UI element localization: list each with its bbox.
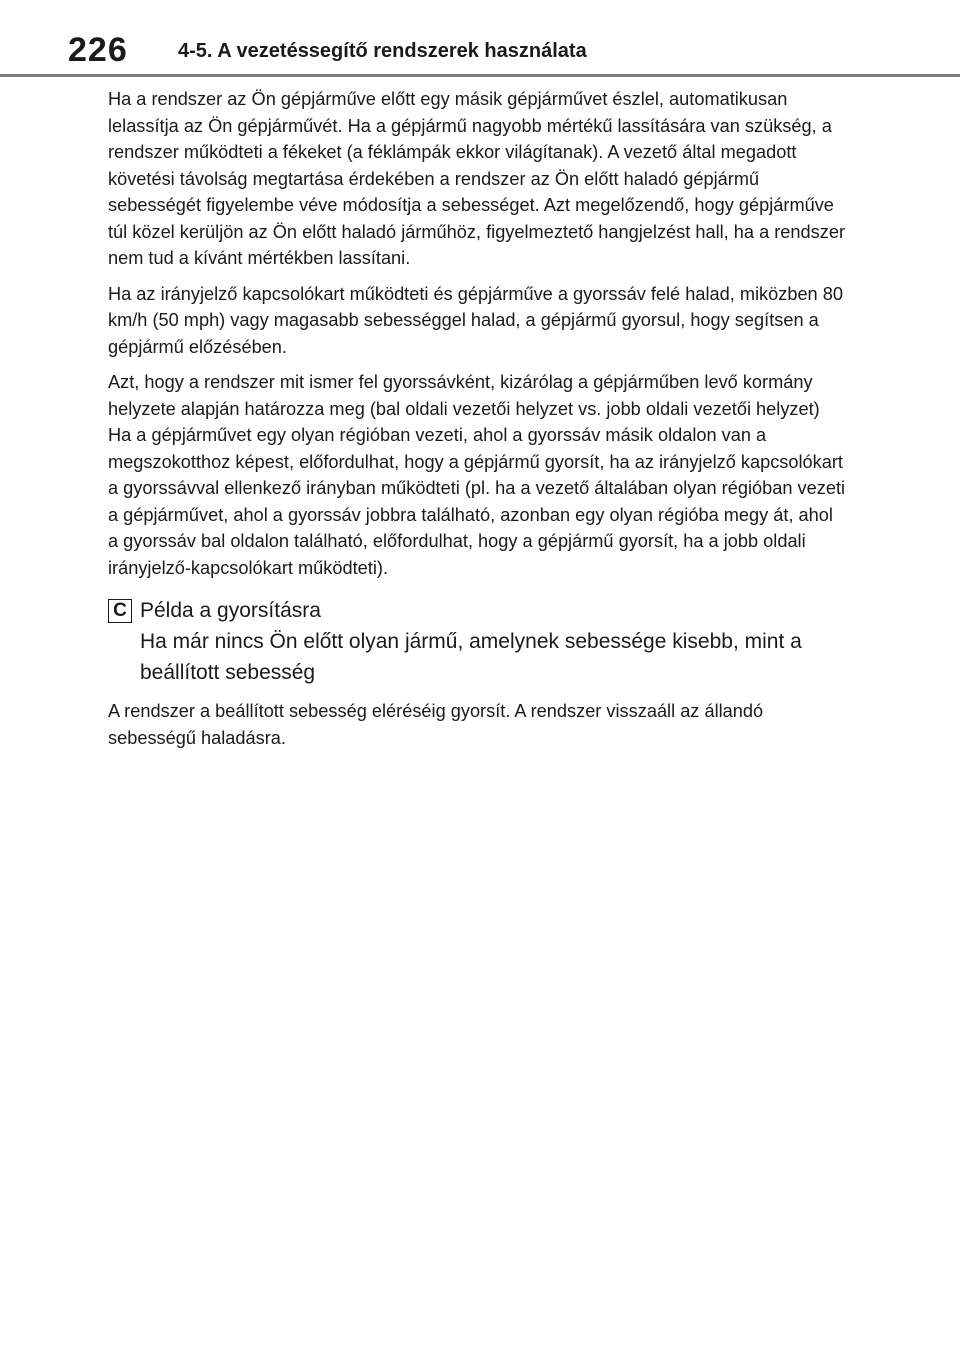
paragraph-3: Azt, hogy a rendszer mit ismer fel gyorssávként, kizárólag a gépjárműben levő kormány helyzete alapján határozza meg (bal oldali vezetői helyzet vs. jobb oldali vezetői helyzet) Ha a gépjárművet egy olyan régióban vezeti, ahol a gyorssáv másik oldalon van a megszokotthoz képest, előfordulhat, hogy a gépjármű gyorsít, ha az irányjelző kapcsolókart a gyorssávval ellenkező irányban működteti (pl. ha a vezető általában olyan régióban vezeti a gépjárművet, ahol a gyorssáv jobbra található, azonban egy olyan régióba megy át, ahol a gyorssáv bal oldalon található, előfordulhat, hogy a gépjármű gyorsít, ha a jobb oldali irányjelző-kapcsolókart működteti). xyxy=(108,372,846,578)
section-title: 4-5. A vezetéssegítő rendszerek használata xyxy=(178,40,587,62)
page-content xyxy=(108,86,848,751)
header-divider xyxy=(0,74,960,77)
example-body: A rendszer a beállított sebesség eléréséig gyorsít. A rendszer visszaáll az állandó sebességű haladásra. xyxy=(108,701,764,748)
paragraph-1: Ha a rendszer az Ön gépjárműve előtt egy másik gépjárművet észlel, automatikusan lelassítja az Ön gépjárművét. Ha a gépjármű nagyobb mértékű lassítására van szükség, a rendszer működteti a fékeket (a féklámpák ekkor világítanak). A vezető által megadott követési távolság megtartása érdekében a rendszer az Ön előtt haladó gépjármű sebességét figyelembe véve módosítja a sebességet. Azt megelőzendő, hogy gépjárműve túl közel kerüljön az Ön előtt haladó járműhöz, figyelmeztető hangjelzést hall, ha a rendszer nem tud a kívánt mértékben lassítani. xyxy=(108,89,846,268)
example-title: Példa a gyorsításra xyxy=(140,599,321,622)
example-section xyxy=(108,595,848,688)
page-number: 226 xyxy=(68,31,128,69)
page-header xyxy=(0,0,960,80)
paragraph-2: Ha az irányjelző kapcsolókart működteti és gépjárműve a gyorssáv felé halad, miközben 80 km/h (50 mph) vagy magasabb sebességgel halad, a gépjármű gyorsul, hogy segítsen a gépjármű előzésében. xyxy=(108,283,843,357)
example-subtitle: Ha már nincs Ön előtt olyan jármű, amelynek sebessége kisebb, mint a beállított sebesség xyxy=(140,630,802,684)
section-label-box: C xyxy=(108,599,132,623)
